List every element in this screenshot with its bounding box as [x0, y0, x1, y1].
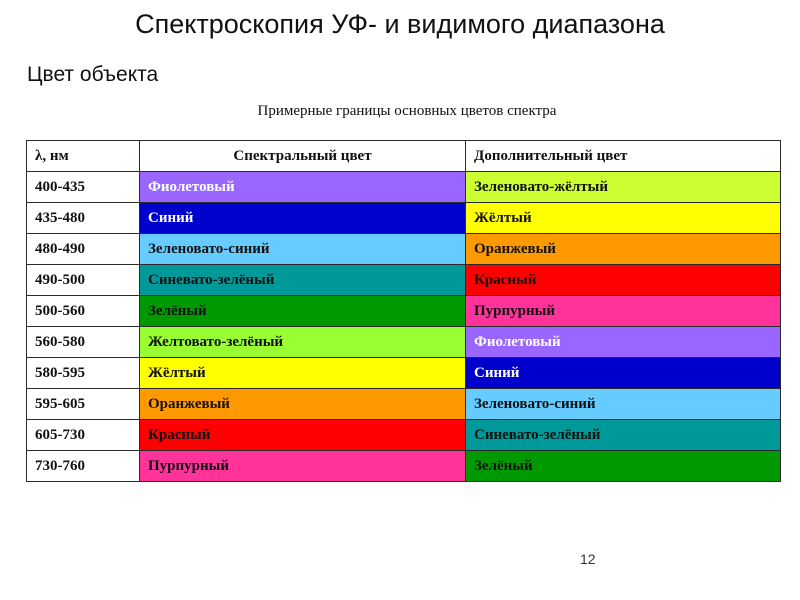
wavelength-range-cell: 480-490: [27, 234, 140, 265]
wavelength-range-cell: 435-480: [27, 203, 140, 234]
header-wavelength: λ, нм: [27, 141, 140, 172]
spectral-color-cell: Зелёный: [140, 296, 466, 327]
spectral-color-cell: Жёлтый: [140, 358, 466, 389]
slide-title: Спектроскопия УФ- и видимого диапазона: [135, 9, 665, 39]
spectrum-table: [26, 140, 781, 482]
complementary-color-cell: Зеленовато-жёлтый: [466, 172, 781, 203]
complementary-color-cell: Жёлтый: [466, 203, 781, 234]
complementary-color-cell: Зеленовато-синий: [466, 389, 781, 420]
wavelength-range-cell: 560-580: [27, 327, 140, 358]
spectral-color-cell: Синевато-зелёный: [140, 265, 466, 296]
table-caption: Примерные границы основных цветов спектра: [257, 103, 557, 119]
spectral-color-cell: Красный: [140, 420, 466, 451]
complementary-color-cell: Красный: [466, 265, 781, 296]
table-row: [27, 451, 781, 482]
wavelength-range-cell: 595-605: [27, 389, 140, 420]
table-row: [27, 389, 781, 420]
complementary-color-cell: Зелёный: [466, 451, 781, 482]
wavelength-range-cell: 500-560: [27, 296, 140, 327]
header-spectral-color: Спектральный цвет: [140, 141, 466, 172]
table-row: [27, 234, 781, 265]
table-row: [27, 327, 781, 358]
page-number: 12: [580, 551, 596, 567]
table-row: [27, 172, 781, 203]
header-complementary-color: Дополнительный цвет: [466, 141, 781, 172]
wavelength-range-cell: 605-730: [27, 420, 140, 451]
wavelength-range-cell: 730-760: [27, 451, 140, 482]
spectral-color-cell: Фиолетовый: [140, 172, 466, 203]
table-row: [27, 296, 781, 327]
complementary-color-cell: Синий: [466, 358, 781, 389]
table-row: [27, 265, 781, 296]
wavelength-range-cell: 490-500: [27, 265, 140, 296]
spectral-color-cell: Зеленовато-синий: [140, 234, 466, 265]
table-row: [27, 203, 781, 234]
complementary-color-cell: Пурпурный: [466, 296, 781, 327]
complementary-color-cell: Синевато-зелёный: [466, 420, 781, 451]
table-header-row: [27, 141, 781, 172]
spectral-color-cell: Синий: [140, 203, 466, 234]
table-body: [27, 172, 781, 482]
wavelength-range-cell: 580-595: [27, 358, 140, 389]
complementary-color-cell: Оранжевый: [466, 234, 781, 265]
complementary-color-cell: Фиолетовый: [466, 327, 781, 358]
spectral-color-cell: Оранжевый: [140, 389, 466, 420]
spectral-color-cell: Желтовато-зелёный: [140, 327, 466, 358]
table-row: [27, 358, 781, 389]
spectral-color-cell: Пурпурный: [140, 451, 466, 482]
slide-subtitle: Цвет объекта: [27, 63, 159, 86]
table-row: [27, 420, 781, 451]
wavelength-range-cell: 400-435: [27, 172, 140, 203]
